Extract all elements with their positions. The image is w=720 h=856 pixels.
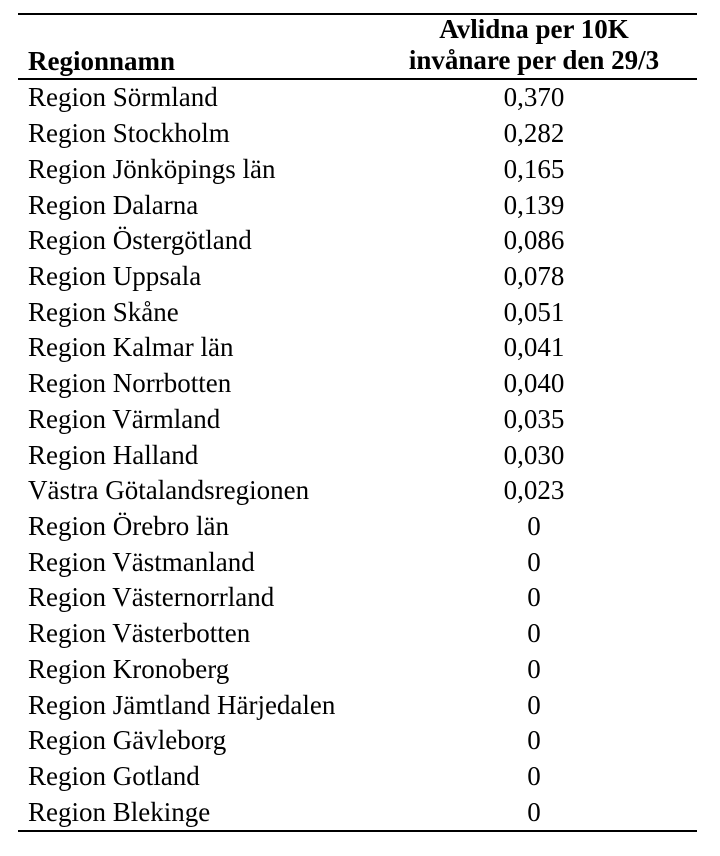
column-header-avlidna [371, 14, 697, 78]
region-value-cell: 0 [527, 761, 541, 792]
region-value-cell: 0,086 [503, 225, 565, 256]
region-name-cell: Region Stockholm [28, 118, 230, 149]
column-header-avlidna-line1: Avlidna per 10K [439, 14, 629, 44]
table-row [18, 509, 697, 545]
table-row [18, 723, 697, 759]
region-name-cell: Region Västerbotten [28, 618, 251, 649]
region-value-cell: 0,051 [503, 296, 565, 327]
table-row [18, 401, 697, 437]
region-value-cell: 0,035 [503, 403, 565, 434]
table-row [18, 294, 697, 330]
region-name-cell: Region Västernorrland [28, 582, 275, 613]
region-name-cell: Region Värmland [28, 403, 221, 434]
table-row [18, 116, 697, 152]
table-row [18, 794, 697, 830]
table-header-row [18, 15, 697, 80]
table-row [18, 652, 697, 688]
region-value-cell: 0 [527, 725, 541, 756]
table-row [18, 330, 697, 366]
region-value-cell: 0,282 [503, 118, 565, 149]
region-value-cell: 0,023 [503, 475, 565, 506]
region-value-cell: 0 [527, 796, 541, 827]
region-value-cell: 0 [527, 582, 541, 613]
region-name-cell: Region Gävleborg [28, 725, 227, 756]
region-value-cell: 0 [527, 510, 541, 541]
region-name-cell: Region Kronoberg [28, 653, 230, 684]
region-name-cell: Region Uppsala [28, 260, 202, 291]
region-name-cell: Region Jämtland Härjedalen [28, 689, 336, 720]
region-name-cell: Region Västmanland [28, 546, 255, 577]
table-row [18, 473, 697, 509]
region-value-cell: 0,040 [503, 368, 565, 399]
region-name-cell: Region Halland [28, 439, 199, 470]
table-row [18, 187, 697, 223]
region-value-cell: 0,041 [503, 332, 565, 363]
region-value-cell: 0,139 [503, 189, 565, 220]
table-row [18, 151, 697, 187]
regions-table [18, 13, 697, 832]
region-name-cell: Region Norrbotten [28, 368, 232, 399]
region-name-cell: Region Örebro län [28, 510, 229, 541]
region-value-cell: 0 [527, 689, 541, 720]
column-header-avlidna-line2: invånare per den 29/3 [408, 45, 660, 75]
region-value-cell: 0 [527, 653, 541, 684]
table-row [18, 759, 697, 795]
table-row [18, 223, 697, 259]
region-value-cell: 0 [527, 546, 541, 577]
table-row [18, 687, 697, 723]
region-name-cell: Region Jönköpings län [28, 153, 276, 184]
region-name-cell: Region Östergötland [28, 225, 252, 256]
column-header-regionnamn: Regionnamn [28, 46, 176, 76]
region-value-cell: 0,078 [503, 260, 565, 291]
region-name-cell: Region Skåne [28, 296, 179, 327]
region-name-cell: Västra Götalandsregionen [28, 475, 310, 506]
region-value-cell: 0,165 [503, 153, 565, 184]
region-name-cell: Region Sörmland [28, 82, 218, 113]
table-row [18, 544, 697, 580]
region-name-cell: Region Kalmar län [28, 332, 234, 363]
region-value-cell: 0,370 [503, 82, 565, 113]
table-body [18, 80, 697, 830]
table-row [18, 580, 697, 616]
table-row [18, 259, 697, 295]
region-value-cell: 0 [527, 618, 541, 649]
region-name-cell: Region Blekinge [28, 796, 211, 827]
region-value-cell: 0,030 [503, 439, 565, 470]
table-row [18, 80, 697, 116]
table-row [18, 437, 697, 473]
region-name-cell: Region Gotland [28, 761, 200, 792]
table-row [18, 366, 697, 402]
region-name-cell: Region Dalarna [28, 189, 199, 220]
table-row [18, 616, 697, 652]
